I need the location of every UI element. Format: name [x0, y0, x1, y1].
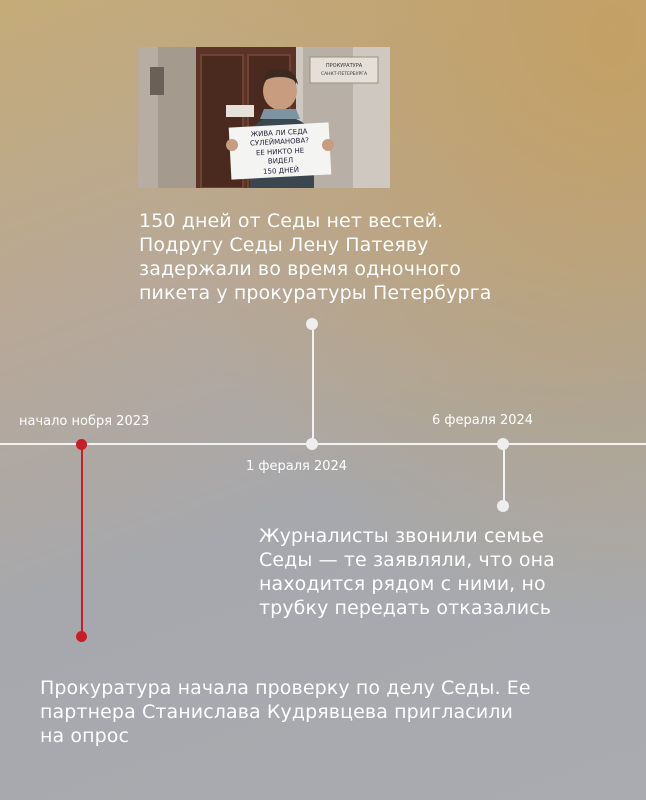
timeline-marker-feb-6 [497, 438, 509, 450]
timeline-marker-feb-1 [306, 438, 318, 450]
event-text-nov-2023: Прокуратура начала проверку по делу Седы. Ее партнера Станислава Кудрявцева пригласили на опрос [40, 677, 531, 747]
timeline-end-marker-nov-2023 [76, 631, 87, 642]
date-label-feb-1: 1 фераля 2024 [246, 459, 348, 474]
protest-photo-illustration [138, 47, 390, 188]
protest-photo [138, 47, 390, 188]
event-text-feb-1: 150 дней от Седы нет вестей. Подругу Седы Лену Патеяву задержали во время одночного пикета у прокуратуры Петербурга [139, 210, 492, 304]
sign-line1: ПРОКУРАТУРА [325, 63, 363, 69]
sign-line2: САНКТ-ПЕТЕРБУРГА [320, 72, 368, 77]
placard-line: СУЛЕЙМАНОВА? [249, 136, 310, 148]
placard-line: ЕЕ НИКТО НЕ [255, 146, 305, 158]
timeline-stem-feb-1 [312, 324, 314, 445]
date-label-nov-2023: начало нобря 2023 [19, 414, 150, 429]
placard-line: 150 ДНЕЙ [262, 166, 300, 176]
timeline-stem-nov-2023 [81, 446, 83, 636]
timeline-end-marker-feb-6 [497, 500, 509, 512]
event-text-feb-6: Журналисты звонили семье Седы — те заявляли, что она находится рядом с ними, но трубку передать отказались [259, 525, 555, 619]
placard-line: ВИДЕЛ [267, 156, 294, 166]
timeline-marker-nov-2023 [76, 439, 87, 450]
timeline-axis [0, 443, 646, 445]
date-label-feb-6: 6 фераля 2024 [432, 413, 534, 428]
timeline-end-marker-feb-1 [306, 318, 318, 330]
placard-line: ЖИВА ЛИ СЕДА [250, 127, 308, 139]
timeline-stem-feb-6 [503, 444, 505, 506]
